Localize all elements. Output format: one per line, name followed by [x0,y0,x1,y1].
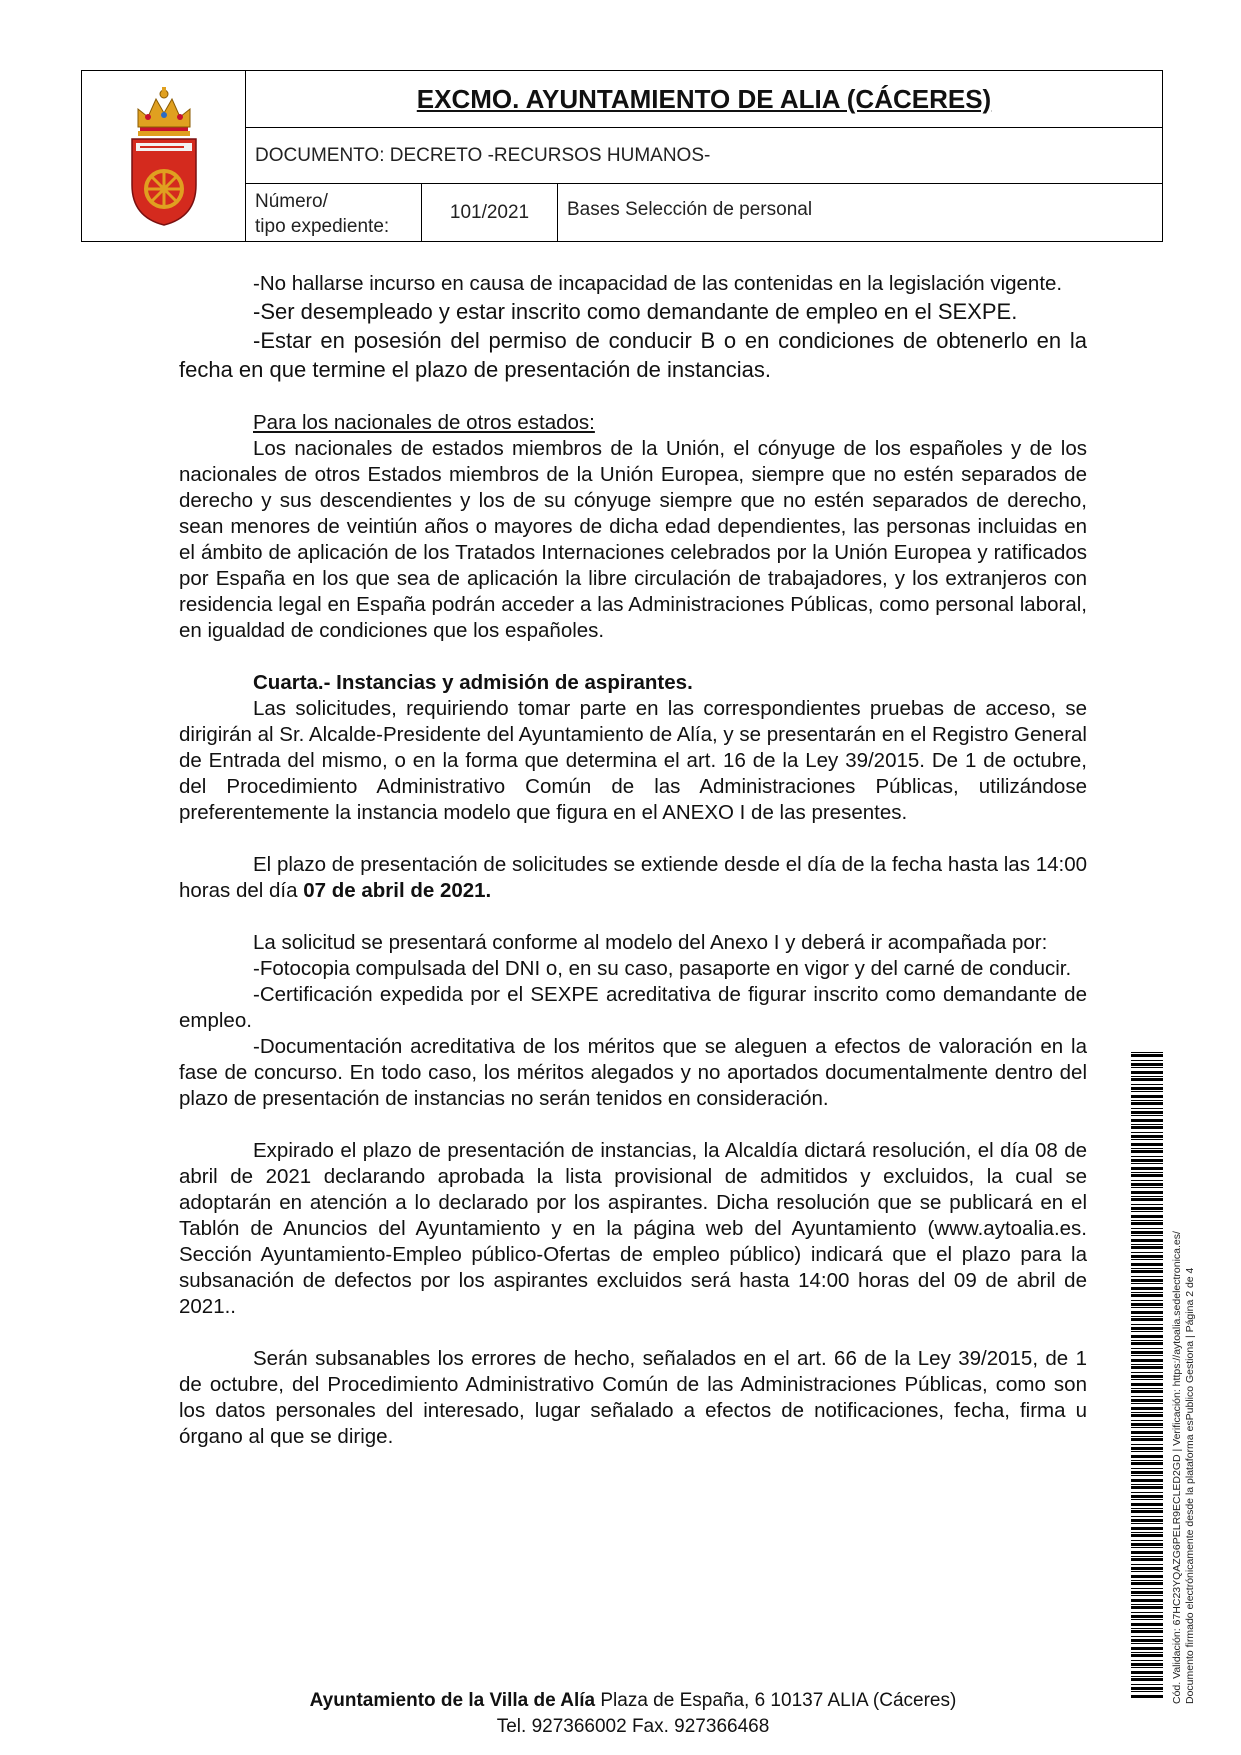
page-footer [179,1688,1087,1740]
requirement-2: -Ser desempleado y estar inscrito como demandante de empleo en el SEXPE. [253,299,1018,324]
plazo-date: 07 de abril de 2021. [303,879,492,902]
nationals-heading: Para los nacionales de otros estados: [253,411,595,434]
nationals-paragraph: Los nacionales de estados miembros de la Unión, el cónyuge de los españoles y de los nacionales de otros Estados miembros de la Unión Europea, siempre que no estén separados de derecho y sus descendientes y los de su cónyuge siempre que no estén separados de derecho, sean menores de veintiún años o mayores de dicha edad dependientes, las personas incluidas en el ámbito de aplicación de los Tratados Internaciones celebrados por la Unión Europea y ratificados por España en los que sea de aplicación la libre circulación de trabajadores, y los extranjeros con residencia legal en España podrán acceder a las Administraciones Públicas, como personal laboral, en igualdad de condiciones que los españoles. [179,437,1087,642]
barcode-icon [1131,1052,1163,1704]
document-item-3: -Documentación acreditativa de los méritos que se aleguen a efectos de valoración en la fase de concurso. En todo caso, los méritos alegados y no aportados documentalmente dentro del plazo de presentación de instancias no serán tenidos en consideración. [179,1035,1087,1110]
validation-line-2: Documento firmado electrónicamente desde la plataforma esPublico Gestiona | Página 2 de 4 [1184,1267,1196,1704]
requirement-1: -No hallarse incurso en causa de incapacidad de las contenidas en la legislación vigente. [253,272,1063,295]
document-item-2: -Certificación expedida por el SEXPE acreditativa de figurar inscrito como demandante de empleo. [179,983,1087,1032]
requirement-3: -Estar en posesión del permiso de conducir B o en condiciones de obtenerlo en la fecha en que termine el plazo de presentación de instancias. [179,328,1087,382]
validation-line-1: Cód. Validación: 67HC23YQAZG6PELR9ECLED2GD | Verificación: https://aytoalia.sedelectronica.es/ [1171,1231,1183,1704]
page-title: EXCMO. AYUNTAMIENTO DE ALIA (CÁCERES) [246,71,1162,128]
footer-address: Ayuntamiento de la Villa de Alía Plaza de España, 6 10137 ALIA (Cáceres) [309,1690,957,1711]
logo-cell [82,71,246,241]
document-subject: Bases Selección de personal [567,199,813,220]
number-label-line2: tipo expediente: [255,216,390,237]
number-label-line1: Número/ [255,191,328,212]
plazo-paragraph: El plazo de presentación de solicitudes se extiende desde el día de la fecha hasta las 14:00 horas del día 07 de abril de 2021. [179,853,1087,902]
footer-contact: Tel. 927366002 Fax. 927366468 [496,1716,770,1737]
number-label [246,184,422,241]
validation-text [1171,1231,1197,1704]
document-body [179,271,1087,1450]
solicitud-paragraph: La solicitud se presentará conforme al modelo del Anexo I y deberá ir acompañada por: [253,931,1048,954]
document-item-1: -Fotocopia compulsada del DNI o, en su caso, pasaporte en vigor y del carné de conducir. [253,957,1072,980]
subsanables-paragraph: Serán subsanables los errores de hecho, señalados en el art. 66 de la Ley 39/2015, de 1 de octubre, del Procedimiento Administrativo Común de las Administraciones Públicas, como son los datos personales del interesado, lugar señalado a efectos de notificaciones, fecha, firma u órgano al que se dirige. [179,1347,1087,1448]
section-cuarta-heading: Cuarta.- Instancias y admisión de aspirantes. [253,671,693,694]
expirado-paragraph: Expirado el plazo de presentación de instancias, la Alcaldía dictará resolución, el día 08 de abril de 2021 declarando aprobada la lista provisional de admitidos y excluidos, la cual se adoptarán en atención a lo declarado por los aspirantes. Dicha resolución que se publicará en el Tablón de Anuncios del Ayuntamiento y en la página web del Ayuntamiento (www.aytoalia.es. Sección Ayuntamiento-Empleo público-Ofertas de empleo público) indicará que el plazo para la subsanación de defectos por los aspirantes excluidos será hasta 14:00 horas del 09 de abril de 2021.. [179,1139,1087,1318]
document-header [81,70,1163,242]
expediente-number: 101/2021 [422,184,558,241]
document-type: DOCUMENTO: DECRETO -RECURSOS HUMANOS- [246,128,1162,184]
coat-of-arms-icon [126,85,202,227]
section-cuarta-paragraph: Las solicitudes, requiriendo tomar parte en las correspondientes pruebas de acceso, se dirigirán al Sr. Alcalde-Presidente del Ayuntamiento de Alía, y se presentarán en el Registro General de Entrada del mismo, o en la forma que determina el art. 16 de la Ley 39/2015. De 1 de octubre, del Procedimiento Administrativo Común de las Administraciones Públicas, utilizándose preferentemente la instancia modelo que figura en el ANEXO I de las presentes. [179,697,1087,824]
